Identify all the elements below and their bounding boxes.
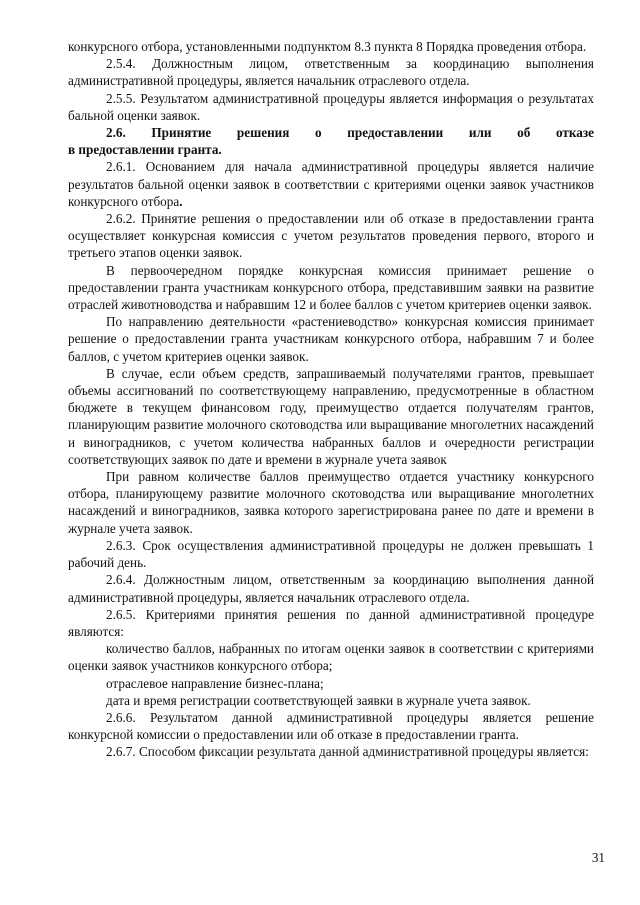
section-heading-2-6: 2.6. Принятие решения о предоставлении или об отказе [106, 125, 594, 141]
paragraph-equal-points: При равном количестве баллов преимущество отдается участнику конкурсного отбора, планирующему развитие молочного скотоводства или выращивание многолетних насаждений и виноградников, заявка которого зарегистрирована ранее по дате и времени в журнале учета заявок. [68, 469, 594, 536]
paragraph-2-6-1-text: 2.6.1. Основанием для начала административной процедуры является наличие результатов бальной оценки заявок в соответствии с критериями оценки заявок участников конкурсного отбора [68, 159, 594, 209]
paragraph-2-5-4: 2.5.4. Должностным лицом, ответственным за координацию выполнения административной процедуры, является начальник отраслевого отдела. [68, 56, 594, 89]
criteria-item-points: количество баллов, набранных по итогам оценки заявок в соответствии с критериями оценки заявок участников конкурсного отбора; [68, 641, 594, 674]
document-page [68, 38, 594, 761]
page-number: 31 [591, 850, 605, 865]
paragraph-2-6-2: 2.6.2. Принятие решения о предоставлении или об отказе в предоставлении гранта осуществляет конкурсная комиссия с учетом результатов проведения первого, второго и третьего этапов оценки заявок. [68, 211, 594, 261]
paragraph-2-5-5: 2.5.5. Результатом административной процедуры является информация о результатах бальной оценки заявок. [68, 90, 594, 123]
paragraph-crop-production: По направлению деятельности «растениеводство» конкурсная комиссия принимает решение о предоставлении гранта участникам конкурсного отбора, набравшим 7 и более баллов, с учетом критериев оценки заявок. [68, 314, 594, 364]
paragraph-priority-livestock: В первоочередном порядке конкурсная комиссия принимает решение о предоставлении гранта участникам конкурсного отбора, представившим заявки на развитие отраслей животноводства и набравшим 12 и более баллов с учетом критериев оценки заявок. [68, 262, 594, 313]
criteria-item-direction: отраслевое направление бизнес-плана; [106, 675, 324, 691]
paragraph-2-6-3: 2.6.3. Срок осуществления административной процедуры не должен превышать 1 рабочий день. [68, 537, 594, 571]
paragraph-2-6-7: 2.6.7. Способом фиксации результата данной административной процедуры является: [106, 744, 589, 760]
paragraph-2-6-1-bold-period: . [179, 193, 183, 209]
paragraph-2-6-6: 2.6.6. Результатом данной административной процедуры является решение конкурсной комиссии о предоставлении или об отказе в предоставлении гранта. [68, 709, 594, 743]
criteria-item-date-time: дата и время регистрации соответствующей заявки в журнале учета заявок. [106, 692, 531, 708]
paragraph-2-6-1 [68, 158, 594, 210]
paragraph-funds-exceeded: В случае, если объем средств, запрашиваемый получателями грантов, превышает объемы ассигнований по соответствующему направлению, предусмотренные в областном бюджете в текущем финансовом году, преимущество отдается получателям грантов, планирующим развитие молочного скотоводства или выращивание многолетних насаждений и виноградников, с учетом количества набранных баллов и очередности регистрации соответствующих заявок по дате и времени в журнале учета заявок [68, 365, 594, 467]
paragraph-2-6-4: 2.6.4. Должностным лицом, ответственным за координацию выполнения данной административной процедуры, является начальник отраслевого отдела. [68, 572, 594, 605]
paragraph-2-6-5: 2.6.5. Критериями принятия решения по данной административной процедуре являются: [68, 606, 594, 639]
section-heading-2-6-continuation: в предоставлении гранта. [68, 142, 222, 158]
paragraph-continuation: конкурсного отбора, установленными подпунктом 8.3 пункта 8 Порядка проведения отбора. [68, 39, 587, 54]
